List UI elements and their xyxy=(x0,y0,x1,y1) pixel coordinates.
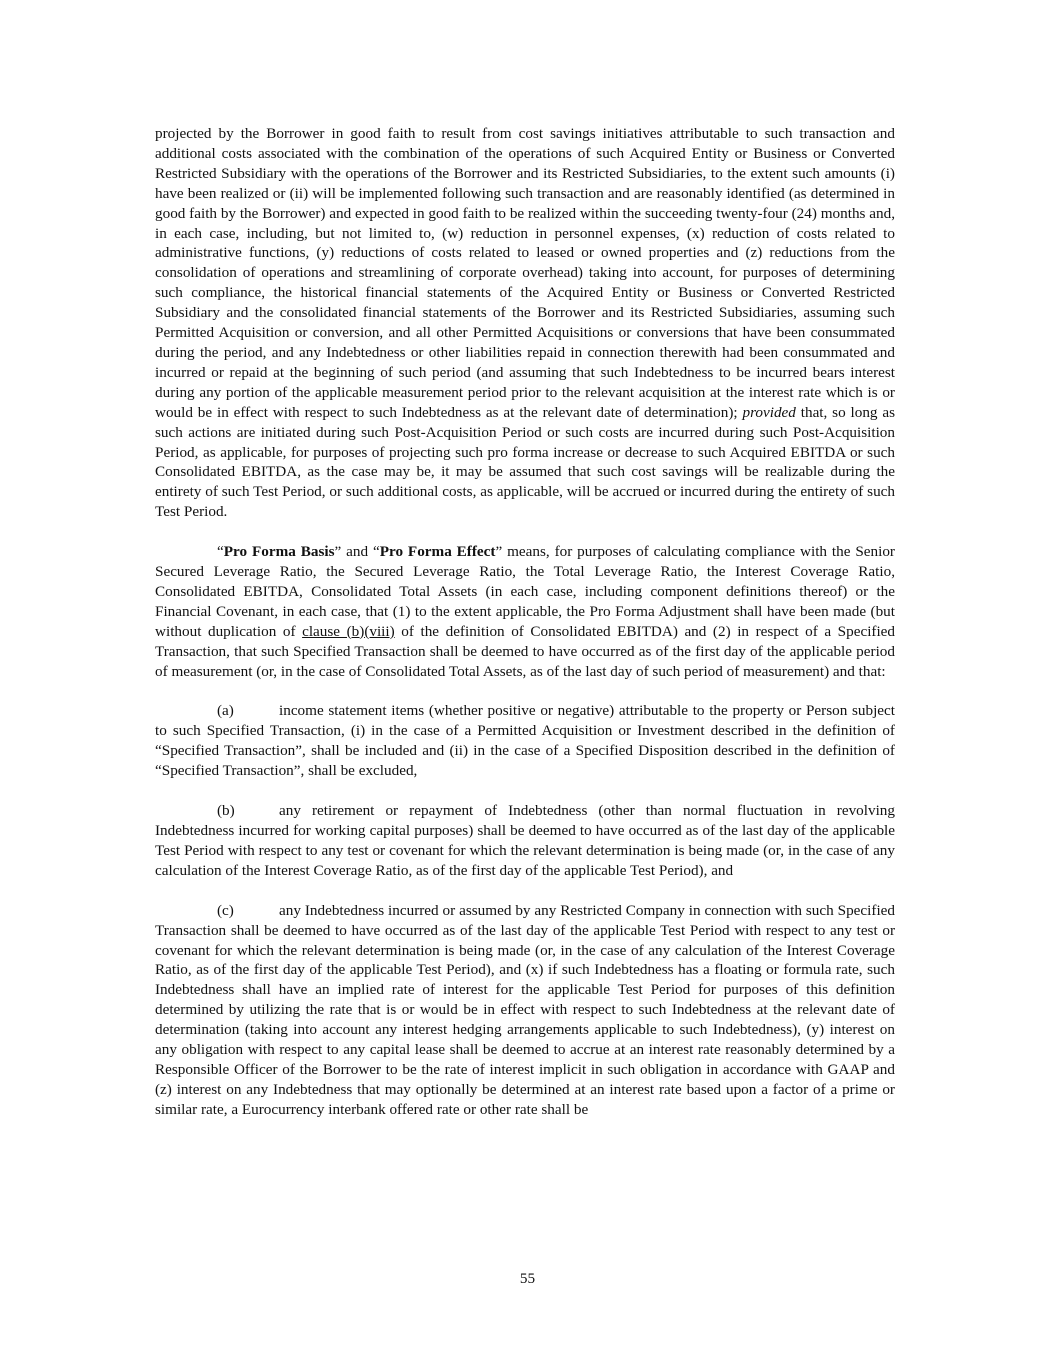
paragraph-continuation xyxy=(155,124,895,522)
provided-term: provided xyxy=(742,403,796,421)
list-item-c xyxy=(155,901,895,1120)
pro-forma-definition: “Pro Forma Basis” and “Pro Forma Effect” means, for purposes of calculating compliance with the Senior Secured Leverage Ratio, the Secured Leverage Ratio, the Total Leverage Ratio, the Interest Coverage Ratio, Consolidated EBITDA, Consolidated Total Assets (in each case, including component definitions thereof) or the Financial Covenant, in each case, that (1) to the extent applicable, the Pro Forma Adjustment shall have been made (but without duplication of clause (b)(viii) of the definition of Consolidated EBITDA) and (2) in respect of a Specified Transaction, that such Specified Transaction shall be deemed to have occurred as of the first day of the applicable period of measurement (or, in the case of Consolidated Total Assets, as of the last day of such period of measurement) and that: xyxy=(155,543,896,680)
item-label: (b) xyxy=(217,802,235,820)
clause-reference: clause (b)(viii) xyxy=(302,622,395,640)
item-text: any retirement or repayment of Indebtedness (other than normal fluctuation in revolving Indebtedness incurred for working capital purposes) shall be deemed to have occurred as of the last day of the applicable Test Period with respect to any test or covenant for which the relevant determination is being made (or, in the case of any calculation of the Interest Coverage Ratio, as of the first day of the applicable Test Period), and xyxy=(155,802,895,879)
paragraph-text: ” means, for purposes of calculating compliance with the Senior Secured Leverage Ratio, the Secured Leverage Ratio, the Total Leverage Ratio, the Interest Coverage Ratio, Consolidated EBITDA, Consolidated Total Assets (in each case, including component definitions thereof) or the Financial Covenant, in each case, that (1) to the extent applicable, the Pro Forma Adjustment shall have been made (but without duplication of xyxy=(155,543,895,640)
item-label: (a) xyxy=(217,702,234,720)
paragraph-text: that, so long as such actions are initiated during such Post-Acquisition Period or such costs are incurred during such Post-Acquisition Period, as applicable, for purposes of projecting such pro forma increase or decrease to such Acquired EBITDA or such Consolidated EBITDA, as the case may be, it may be assumed that such cost savings will be realizable during the entirety of such Test Period, or such additional costs, as applicable, will be accrued or incurred during the entirety of such Test Period. xyxy=(155,403,896,521)
list-item-b xyxy=(155,801,895,881)
defined-term: Pro Forma Basis xyxy=(223,543,335,561)
paragraph-text: of the definition of Consolidated EBITDA) and (2) in respect of a Specified Transaction, that such Specified Transaction shall be deemed to have occurred as of the first day of the applicable period of measurement (or, in the case of Consolidated Total Assets, as of the last day of such period of measurement) and that: xyxy=(155,622,896,680)
paragraph-text: projected by the Borrower in good faith to result from cost savings initiatives attributable to such transaction and additional costs associated with the combination of the operations of such Acquired Entity or Business or Converted Restricted Subsidiary with the operations of the Borrower and its Restricted Subsidiaries, to the extent such amounts (i) have been realized or (ii) will be implemented following such transaction and are reasonably identified (as determined in good faith by the Borrower) and expected in good faith to be realized within the succeeding twenty-four (24) months and, in each case, including, but not limited to, (w) reduction in personnel expenses, (x) reduction of costs related to administrative functions, (y) reductions of costs related to leased or owned properties and (z) reductions from the consolidation of operations and streamlining of corporate overhead) taking into account, for purposes of determining such compliance, the historical financial statements of the Acquired Entity or Business or Converted Restricted Subsidiary and the consolidated financial statements of the Borrower and its Restricted Subsidiaries, assuming such Permitted Acquisition or conversion, and all other Permitted Acquisitions or conversions that have been consummated during the period, and any Indebtedness or other liabilities repaid in connection therewith had been consummated and incurred or repaid at the beginning of such period (and assuming that such Indebtedness to be incurred bears interest during any portion of the applicable measurement period prior to the relevant acquisition at the interest rate which is or would be in effect with respect to such Indebtedness as at the relevant date of determination); xyxy=(155,125,895,421)
document-page xyxy=(155,124,895,1140)
defined-term: Pro Forma Effect xyxy=(379,543,496,561)
item-text: any Indebtedness incurred or assumed by any Restricted Company in connection with such Specified Transaction shall be deemed to have occurred as of the last day of the applicable Test Period with respect to any test or covenant for which the relevant determination is being made (or, in the case of any calculation of the Interest Coverage Ratio, as of the first day of the applicable Test Period), and (x) if such Indebtedness has a floating or formula rate, such Indebtedness shall have an implied rate of interest for the applicable Test Period for purposes of this definition determined by utilizing the rate that is or would be in effect with respect to such Indebtedness at the relevant date of determination (taking into account any interest hedging arrangements applicable to such Indebtedness), (y) interest on any obligation with respect to any capital lease shall be deemed to accrue at an interest rate reasonably determined by a Responsible Officer of the Borrower to be the rate of interest implicit in such obligation in accordance with GAAP and (z) interest on any Indebtedness that may optionally be determined at an interest rate based upon a factor of a prime or similar rate, a Eurocurrency interbank offered rate or other rate shall be xyxy=(155,901,895,1118)
list-item-a xyxy=(155,701,895,781)
item-text: income statement items (whether positive or negative) attributable to the property or Person subject to such Specified Transaction, (i) in the case of a Permitted Acquisition or Investment described in the definition of “Specified Transaction”, shall be included and (ii) in the case of a Specified Disposition described in the definition of “Specified Transaction”, shall be excluded, xyxy=(155,702,895,780)
page-number: 55 xyxy=(519,1270,536,1287)
item-label: (c) xyxy=(217,901,234,919)
